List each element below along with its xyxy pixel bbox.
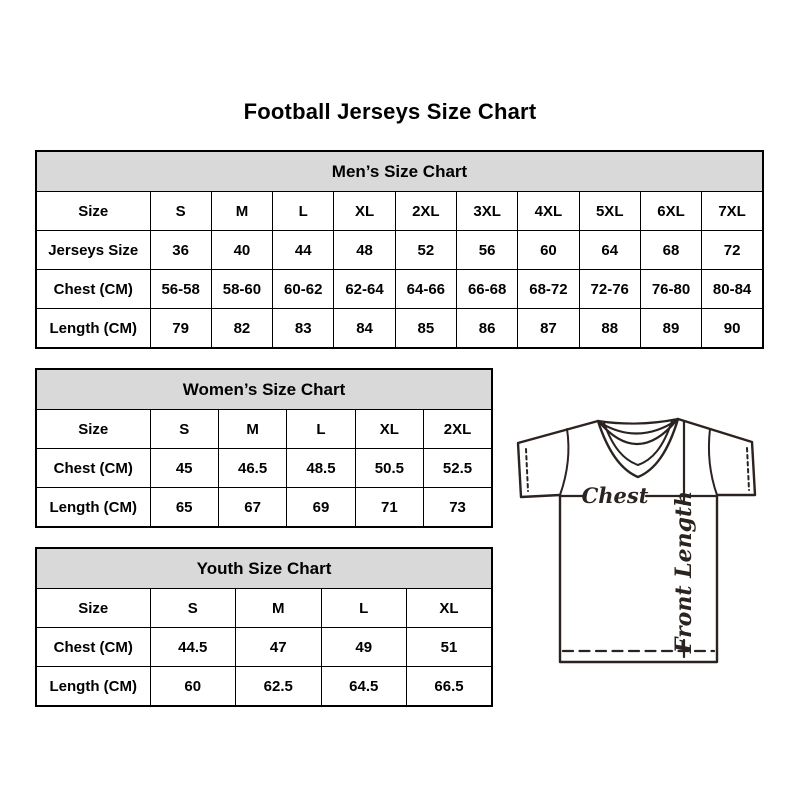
size-value-cell: 64 bbox=[579, 231, 640, 270]
table-row bbox=[36, 192, 763, 231]
size-value-cell: S bbox=[150, 589, 236, 628]
womens-size-table bbox=[35, 368, 493, 528]
right-cuff-stitch-line bbox=[747, 448, 749, 490]
row-label: Chest (CM) bbox=[36, 628, 150, 667]
table-title: Youth Size Chart bbox=[36, 548, 492, 589]
size-value-cell: 4XL bbox=[518, 192, 579, 231]
table-title: Women’s Size Chart bbox=[36, 369, 492, 410]
size-value-cell: 44.5 bbox=[150, 628, 236, 667]
size-value-cell: 56 bbox=[456, 231, 517, 270]
table-row bbox=[36, 410, 492, 449]
left-armhole-seam bbox=[560, 429, 568, 495]
table-row bbox=[36, 589, 492, 628]
size-value-cell: 85 bbox=[395, 309, 456, 349]
size-value-cell: M bbox=[218, 410, 286, 449]
size-value-cell: 47 bbox=[236, 628, 322, 667]
size-value-cell: 50.5 bbox=[355, 449, 423, 488]
page-title: Football Jerseys Size Chart bbox=[243, 99, 537, 124]
size-value-cell: L bbox=[273, 192, 334, 231]
size-value-cell: 56-58 bbox=[150, 270, 211, 309]
size-value-cell: 62-64 bbox=[334, 270, 395, 309]
mens-size-table bbox=[35, 150, 764, 349]
row-label: Chest (CM) bbox=[36, 270, 150, 309]
row-label: Size bbox=[36, 410, 150, 449]
size-value-cell: S bbox=[150, 410, 218, 449]
row-label: Size bbox=[36, 589, 150, 628]
size-value-cell: 36 bbox=[150, 231, 211, 270]
size-value-cell: 44 bbox=[273, 231, 334, 270]
size-value-cell: XL bbox=[407, 589, 493, 628]
size-value-cell: M bbox=[211, 192, 272, 231]
size-value-cell: 3XL bbox=[456, 192, 517, 231]
size-value-cell: 76-80 bbox=[640, 270, 701, 309]
table-row bbox=[36, 488, 492, 528]
size-value-cell: 5XL bbox=[579, 192, 640, 231]
row-label: Length (CM) bbox=[36, 488, 150, 528]
size-value-cell: 40 bbox=[211, 231, 272, 270]
row-label: Length (CM) bbox=[36, 309, 150, 349]
size-value-cell: M bbox=[236, 589, 322, 628]
row-label: Chest (CM) bbox=[36, 449, 150, 488]
size-value-cell: 83 bbox=[273, 309, 334, 349]
front-length-label: Front Length bbox=[671, 490, 697, 654]
size-value-cell: 7XL bbox=[702, 192, 763, 231]
size-value-cell: 66.5 bbox=[407, 667, 493, 707]
size-value-cell: 68 bbox=[640, 231, 701, 270]
size-value-cell: 45 bbox=[150, 449, 218, 488]
size-value-cell: 87 bbox=[518, 309, 579, 349]
left-cuff-stitch-line bbox=[526, 449, 528, 491]
table-row bbox=[36, 628, 492, 667]
size-value-cell: 52 bbox=[395, 231, 456, 270]
table-row bbox=[36, 231, 763, 270]
size-value-cell: 73 bbox=[424, 488, 492, 528]
size-value-cell: 88 bbox=[579, 309, 640, 349]
size-value-cell: 62.5 bbox=[236, 667, 322, 707]
size-value-cell: 64.5 bbox=[321, 667, 407, 707]
size-value-cell: 80-84 bbox=[702, 270, 763, 309]
size-value-cell: 67 bbox=[218, 488, 286, 528]
size-value-cell: XL bbox=[355, 410, 423, 449]
size-value-cell: L bbox=[287, 410, 355, 449]
size-value-cell: 65 bbox=[150, 488, 218, 528]
size-value-cell: 52.5 bbox=[424, 449, 492, 488]
size-value-cell: 66-68 bbox=[456, 270, 517, 309]
table-row bbox=[36, 270, 763, 309]
row-label: Jerseys Size bbox=[36, 231, 150, 270]
table-row bbox=[36, 309, 763, 349]
row-label: Length (CM) bbox=[36, 667, 150, 707]
size-value-cell: 72 bbox=[702, 231, 763, 270]
size-value-cell: 2XL bbox=[424, 410, 492, 449]
size-value-cell: 58-60 bbox=[211, 270, 272, 309]
size-value-cell: 60 bbox=[150, 667, 236, 707]
size-value-cell: 46.5 bbox=[218, 449, 286, 488]
size-value-cell: 68-72 bbox=[518, 270, 579, 309]
size-value-cell: L bbox=[321, 589, 407, 628]
size-value-cell: 89 bbox=[640, 309, 701, 349]
size-value-cell: 60-62 bbox=[273, 270, 334, 309]
jersey-outline bbox=[518, 419, 755, 662]
size-value-cell: 2XL bbox=[395, 192, 456, 231]
size-value-cell: 72-76 bbox=[579, 270, 640, 309]
size-value-cell: 84 bbox=[334, 309, 395, 349]
jersey-measurement-diagram bbox=[505, 410, 770, 670]
size-value-cell: 49 bbox=[321, 628, 407, 667]
size-value-cell: 79 bbox=[150, 309, 211, 349]
size-value-cell: 6XL bbox=[640, 192, 701, 231]
size-value-cell: S bbox=[150, 192, 211, 231]
youth-size-table bbox=[35, 547, 493, 707]
row-label: Size bbox=[36, 192, 150, 231]
right-armhole-seam bbox=[709, 429, 717, 495]
size-value-cell: 69 bbox=[287, 488, 355, 528]
table-row bbox=[36, 667, 492, 707]
size-value-cell: 64-66 bbox=[395, 270, 456, 309]
chest-label: Chest bbox=[581, 483, 649, 508]
size-value-cell: 48.5 bbox=[287, 449, 355, 488]
size-value-cell: XL bbox=[334, 192, 395, 231]
size-value-cell: 51 bbox=[407, 628, 493, 667]
size-value-cell: 60 bbox=[518, 231, 579, 270]
table-row bbox=[36, 449, 492, 488]
table-title: Men’s Size Chart bbox=[36, 151, 763, 192]
collar-top-edge bbox=[598, 419, 678, 424]
size-value-cell: 71 bbox=[355, 488, 423, 528]
size-value-cell: 90 bbox=[702, 309, 763, 349]
size-value-cell: 82 bbox=[211, 309, 272, 349]
size-value-cell: 86 bbox=[456, 309, 517, 349]
size-value-cell: 48 bbox=[334, 231, 395, 270]
